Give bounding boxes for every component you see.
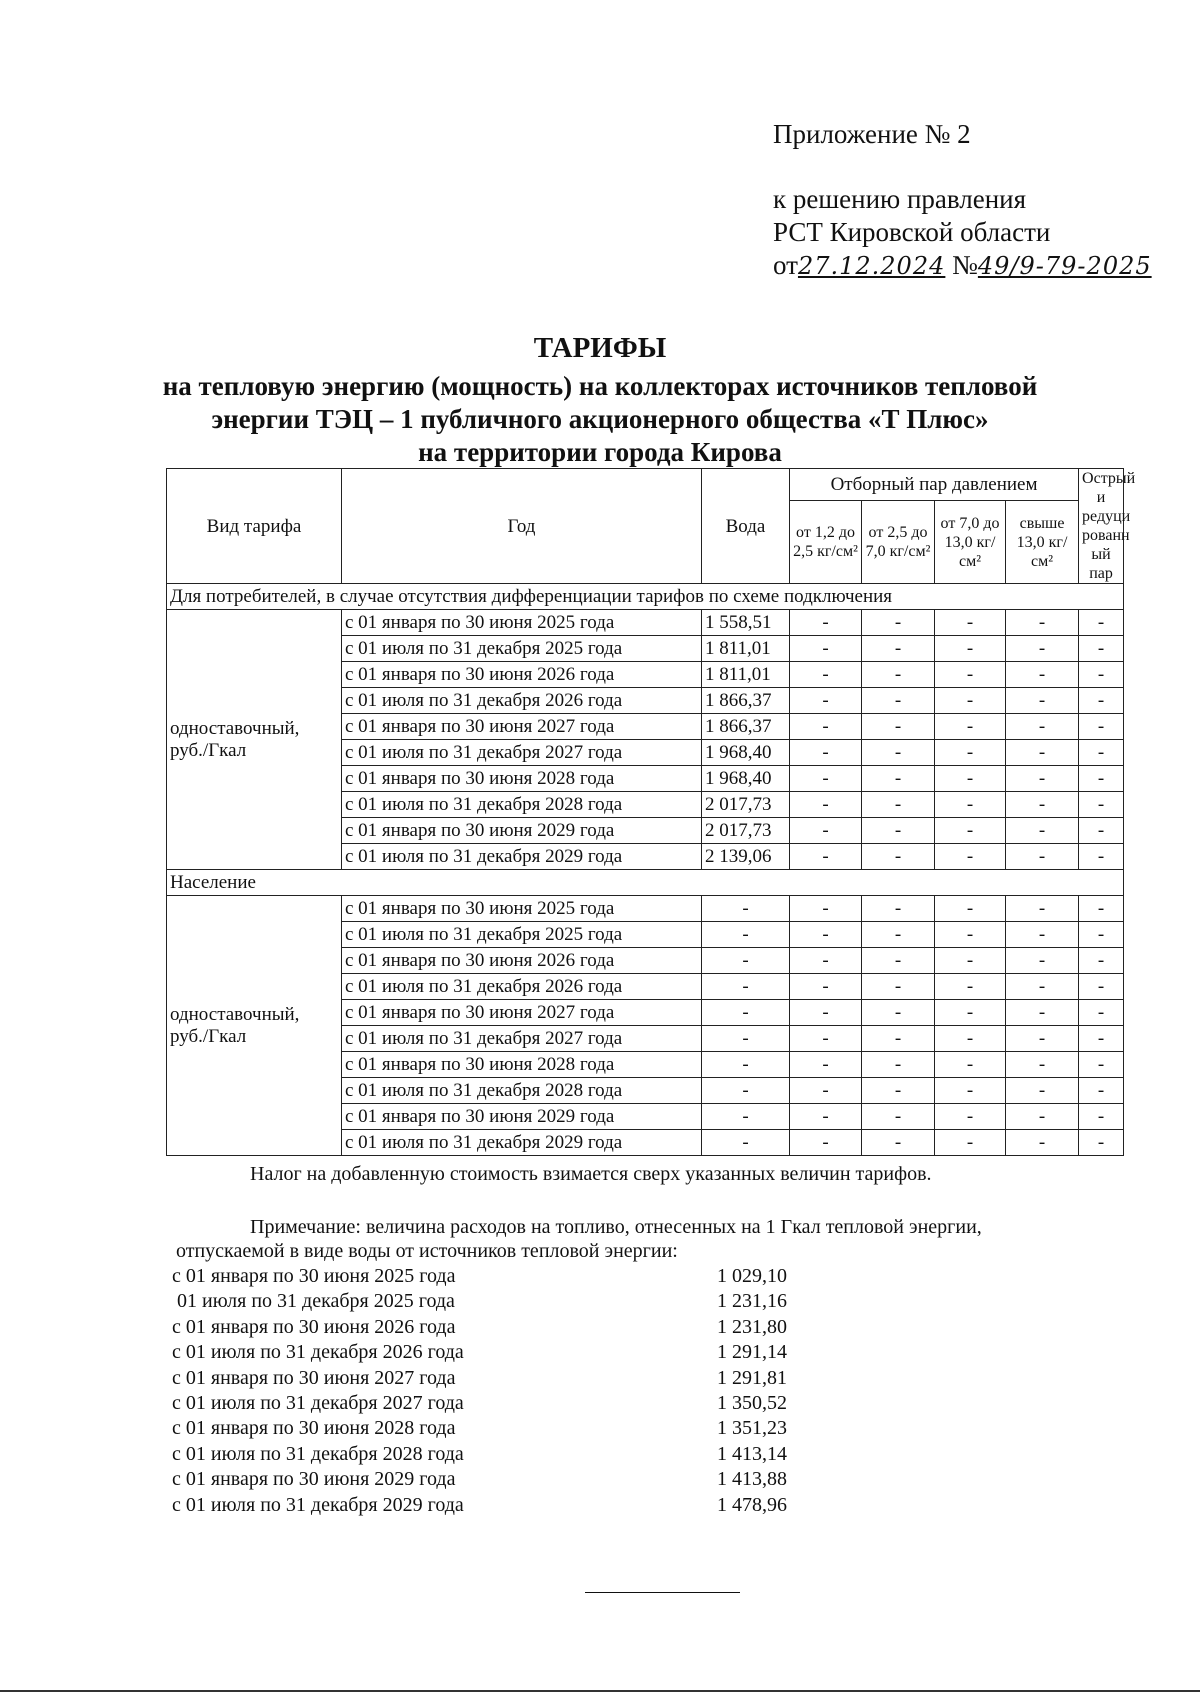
cell-p1: - [790, 766, 862, 792]
end-rule [585, 1592, 740, 1593]
cell-sharp: - [1079, 1000, 1124, 1026]
cell-p2: - [862, 636, 935, 662]
cell-water: 1 558,51 [702, 610, 790, 636]
cell-period: с 01 июля по 31 декабря 2026 года [342, 688, 702, 714]
cell-p3: - [935, 662, 1006, 688]
cell-p3: - [935, 844, 1006, 870]
cell-water: - [702, 1078, 790, 1104]
cell-p1: - [790, 714, 862, 740]
cell-period: с 01 января по 30 июня 2025 года [342, 610, 702, 636]
fuel-period: с 01 января по 30 июня 2027 года [172, 1366, 456, 1389]
cell-p1: - [790, 922, 862, 948]
cell-p1: - [790, 1026, 862, 1052]
cell-sharp: - [1079, 1130, 1124, 1156]
handwritten-number: 49/9-79-2025 [977, 252, 1152, 280]
document-subtitle: на тепловую энергию (мощность) на коллекторах источников тепловой энергии ТЭЦ – 1 публичного акционерного общества «Т Плюс» на территории города Кирова [162, 371, 1038, 467]
table-row [167, 610, 1124, 636]
cell-p3: - [935, 688, 1006, 714]
cell-p3: - [935, 1000, 1006, 1026]
header-steam-group: Отборный пар давлением [790, 469, 1079, 501]
cell-sharp: - [1079, 1052, 1124, 1078]
fuel-value: 1 413,88 [717, 1468, 787, 1491]
cell-p4: - [1006, 792, 1079, 818]
cell-p1: - [790, 740, 862, 766]
cell-period: с 01 июля по 31 декабря 2028 года [342, 1078, 702, 1104]
cell-water: 2 017,73 [702, 792, 790, 818]
cell-water: - [702, 1026, 790, 1052]
fuel-period: 01 июля по 31 декабря 2025 года [172, 1290, 455, 1313]
cell-water: 1 866,37 [702, 714, 790, 740]
cell-p1: - [790, 974, 862, 1000]
cell-water: - [702, 1104, 790, 1130]
cell-p2: - [862, 844, 935, 870]
cell-p3: - [935, 740, 1006, 766]
cell-p4: - [1006, 610, 1079, 636]
cell-p2: - [862, 1104, 935, 1130]
document-title: ТАРИФЫ [533, 332, 667, 364]
cell-period: с 01 января по 30 июня 2028 года [342, 1052, 702, 1078]
cell-p1: - [790, 844, 862, 870]
cell-p4: - [1006, 688, 1079, 714]
cell-period: с 01 января по 30 июня 2026 года [342, 662, 702, 688]
cell-p3: - [935, 1078, 1006, 1104]
cell-p1: - [790, 792, 862, 818]
cell-p4: - [1006, 818, 1079, 844]
fuel-period: с 01 января по 30 июня 2025 года [172, 1265, 456, 1287]
cell-water: 1 866,37 [702, 688, 790, 714]
cell-p1: - [790, 688, 862, 714]
cell-period: с 01 июля по 31 декабря 2029 года [342, 1130, 702, 1156]
section-row [167, 584, 1124, 610]
decision-line: к решению правления [773, 184, 1027, 214]
cell-water: 2 139,06 [702, 844, 790, 870]
cell-water: - [702, 896, 790, 922]
cell-sharp: - [1079, 636, 1124, 662]
cell-sharp: - [1079, 974, 1124, 1000]
cell-p3: - [935, 1026, 1006, 1052]
cell-period: с 01 июля по 31 декабря 2027 года [342, 740, 702, 766]
cell-p4: - [1006, 1000, 1079, 1026]
cell-p4: - [1006, 740, 1079, 766]
header-kind: Вид тарифа [167, 469, 342, 584]
cell-sharp: - [1079, 948, 1124, 974]
header-pressure-3: от 7,0 до 13,0 кг/см² [935, 501, 1006, 584]
cell-p4: - [1006, 896, 1079, 922]
fuel-period: с 01 июля по 31 декабря 2028 года [172, 1442, 464, 1465]
cell-p1: - [790, 1052, 862, 1078]
tariff-kind: одноставочный, руб./Гкал [167, 610, 342, 870]
cell-p2: - [862, 922, 935, 948]
cell-p4: - [1006, 1052, 1079, 1078]
cell-p1: - [790, 1104, 862, 1130]
cell-p4: - [1006, 974, 1079, 1000]
cell-period: с 01 января по 30 июня 2028 года [342, 766, 702, 792]
cell-sharp: - [1079, 662, 1124, 688]
list-item [172, 1467, 787, 1492]
cell-p3: - [935, 922, 1006, 948]
list-item [172, 1315, 787, 1340]
fuel-period: с 01 июля по 31 декабря 2029 года [172, 1493, 464, 1516]
vat-note: Налог на добавленную стоимость взимается сверх указанных величин тарифов. [250, 1163, 932, 1185]
cell-p4: - [1006, 844, 1079, 870]
cell-p4: - [1006, 1078, 1079, 1104]
tariff-table [166, 468, 1136, 1156]
fuel-value: 1 291,14 [717, 1341, 787, 1364]
cell-p1: - [790, 896, 862, 922]
cell-water: 1 811,01 [702, 636, 790, 662]
cell-p3: - [935, 1104, 1006, 1130]
list-item [172, 1264, 787, 1289]
cell-sharp: - [1079, 740, 1124, 766]
cell-water: - [702, 974, 790, 1000]
fuel-value: 1 291,81 [717, 1366, 787, 1389]
fuel-period: с 01 января по 30 июня 2028 года [172, 1417, 456, 1440]
cell-p3: - [935, 948, 1006, 974]
cell-p1: - [790, 1078, 862, 1104]
section-title: Население [167, 870, 1124, 896]
cell-p3: - [935, 896, 1006, 922]
cell-p3: - [935, 636, 1006, 662]
cell-p4: - [1006, 948, 1079, 974]
page-edge [0, 1690, 1200, 1692]
cell-p1: - [790, 1000, 862, 1026]
cell-p2: - [862, 818, 935, 844]
cell-p1: - [790, 1130, 862, 1156]
cell-p2: - [862, 1000, 935, 1026]
cell-period: с 01 июля по 31 декабря 2026 года [342, 974, 702, 1000]
fuel-note: Примечание: величина расходов на топливо, отнесенных на 1 Гкал тепловой энергии, отпускаемой в виде воды от источников тепловой энергии: [176, 1216, 982, 1262]
fuel-value: 1 231,80 [717, 1315, 787, 1338]
cell-p3: - [935, 974, 1006, 1000]
cell-p4: - [1006, 766, 1079, 792]
cell-p4: - [1006, 1130, 1079, 1156]
list-item [172, 1493, 787, 1518]
list-item [172, 1366, 787, 1391]
header-pressure-4: свыше 13,0 кг/см² [1006, 501, 1079, 584]
cell-water: - [702, 1052, 790, 1078]
cell-water: 1 968,40 [702, 740, 790, 766]
cell-p2: - [862, 714, 935, 740]
cell-period: с 01 июля по 31 декабря 2029 года [342, 844, 702, 870]
cell-p1: - [790, 662, 862, 688]
cell-p2: - [862, 1078, 935, 1104]
cell-p1: - [790, 636, 862, 662]
cell-water: - [702, 922, 790, 948]
list-item [172, 1289, 787, 1314]
cell-p3: - [935, 1052, 1006, 1078]
cell-p2: - [862, 740, 935, 766]
cell-p2: - [862, 688, 935, 714]
cell-p4: - [1006, 922, 1079, 948]
date-number-line: от27.12.2024 №49/9-79-2025 [773, 250, 1152, 280]
cell-p2: - [862, 896, 935, 922]
fuel-period: с 01 января по 30 июня 2026 года [172, 1315, 456, 1338]
cell-sharp: - [1079, 1078, 1124, 1104]
cell-p3: - [935, 766, 1006, 792]
cell-period: с 01 января по 30 июня 2025 года [342, 896, 702, 922]
cell-period: с 01 июля по 31 декабря 2028 года [342, 792, 702, 818]
cell-period: с 01 июля по 31 декабря 2027 года [342, 1026, 702, 1052]
appendix-header [773, 118, 1152, 283]
list-item [172, 1416, 787, 1441]
cell-p3: - [935, 714, 1006, 740]
cell-sharp: - [1079, 844, 1124, 870]
header-year: Год [342, 469, 702, 584]
cell-sharp: - [1079, 818, 1124, 844]
cell-p4: - [1006, 1104, 1079, 1130]
header-sharp-steam: Острый и редуци рованн ый пар [1079, 469, 1124, 584]
tariff-kind: одноставочный, руб./Гкал [167, 896, 342, 1156]
fuel-period: с 01 января по 30 июня 2029 года [172, 1468, 456, 1491]
cell-water: - [702, 1000, 790, 1026]
appendix-number: Приложение № 2 [773, 119, 971, 149]
list-item [172, 1340, 787, 1365]
authority-line: РСТ Кировской области [773, 217, 1051, 247]
section-title: Для потребителей, в случае отсутствия дифференциации тарифов по схеме подключения [167, 584, 1124, 610]
table-row [167, 896, 1124, 922]
fuel-value: 1 350,52 [717, 1392, 787, 1415]
cell-period: с 01 июля по 31 декабря 2025 года [342, 922, 702, 948]
cell-period: с 01 января по 30 июня 2027 года [342, 714, 702, 740]
list-item [172, 1442, 787, 1467]
cell-sharp: - [1079, 610, 1124, 636]
header-water: Вода [702, 469, 790, 584]
fuel-period: с 01 июля по 31 декабря 2027 года [172, 1392, 464, 1415]
cell-p4: - [1006, 662, 1079, 688]
fuel-value: 1 231,16 [717, 1290, 787, 1313]
cell-sharp: - [1079, 766, 1124, 792]
cell-water: 1 968,40 [702, 766, 790, 792]
cell-water: - [702, 948, 790, 974]
cell-p2: - [862, 1130, 935, 1156]
cell-p4: - [1006, 636, 1079, 662]
cell-p2: - [862, 766, 935, 792]
cell-p2: - [862, 610, 935, 636]
cell-period: с 01 января по 30 июня 2029 года [342, 1104, 702, 1130]
cell-sharp: - [1079, 792, 1124, 818]
cell-p2: - [862, 1026, 935, 1052]
cell-p1: - [790, 948, 862, 974]
fuel-period: с 01 июля по 31 декабря 2026 года [172, 1341, 464, 1364]
cell-p2: - [862, 1052, 935, 1078]
cell-p3: - [935, 818, 1006, 844]
cell-sharp: - [1079, 922, 1124, 948]
cell-period: с 01 января по 30 июня 2027 года [342, 1000, 702, 1026]
cell-p1: - [790, 610, 862, 636]
cell-sharp: - [1079, 1104, 1124, 1130]
cell-period: с 01 января по 30 июня 2029 года [342, 818, 702, 844]
cell-sharp: - [1079, 896, 1124, 922]
cell-sharp: - [1079, 688, 1124, 714]
cell-p3: - [935, 610, 1006, 636]
cell-water: 2 017,73 [702, 818, 790, 844]
fuel-value: 1 029,10 [717, 1265, 787, 1287]
cell-water: 1 811,01 [702, 662, 790, 688]
cell-sharp: - [1079, 714, 1124, 740]
fuel-value: 1 413,14 [717, 1442, 787, 1465]
cell-p1: - [790, 818, 862, 844]
cell-p3: - [935, 792, 1006, 818]
header-pressure-2: от 2,5 до 7,0 кг/см² [862, 501, 935, 584]
section-row [167, 870, 1124, 896]
fuel-cost-list [172, 1264, 787, 1518]
header-pressure-1: от 1,2 до 2,5 кг/см² [790, 501, 862, 584]
cell-p3: - [935, 1130, 1006, 1156]
handwritten-date: 27.12.2024 [797, 252, 946, 280]
cell-period: с 01 июля по 31 декабря 2025 года [342, 636, 702, 662]
cell-p2: - [862, 792, 935, 818]
cell-water: - [702, 1130, 790, 1156]
fuel-value: 1 478,96 [717, 1493, 787, 1516]
cell-period: с 01 января по 30 июня 2026 года [342, 948, 702, 974]
cell-p2: - [862, 974, 935, 1000]
tariff-table-body [167, 584, 1124, 1156]
cell-p4: - [1006, 1026, 1079, 1052]
cell-p4: - [1006, 714, 1079, 740]
fuel-value: 1 351,23 [717, 1417, 787, 1440]
cell-sharp: - [1079, 1026, 1124, 1052]
cell-p2: - [862, 948, 935, 974]
cell-p2: - [862, 662, 935, 688]
list-item [172, 1391, 787, 1416]
